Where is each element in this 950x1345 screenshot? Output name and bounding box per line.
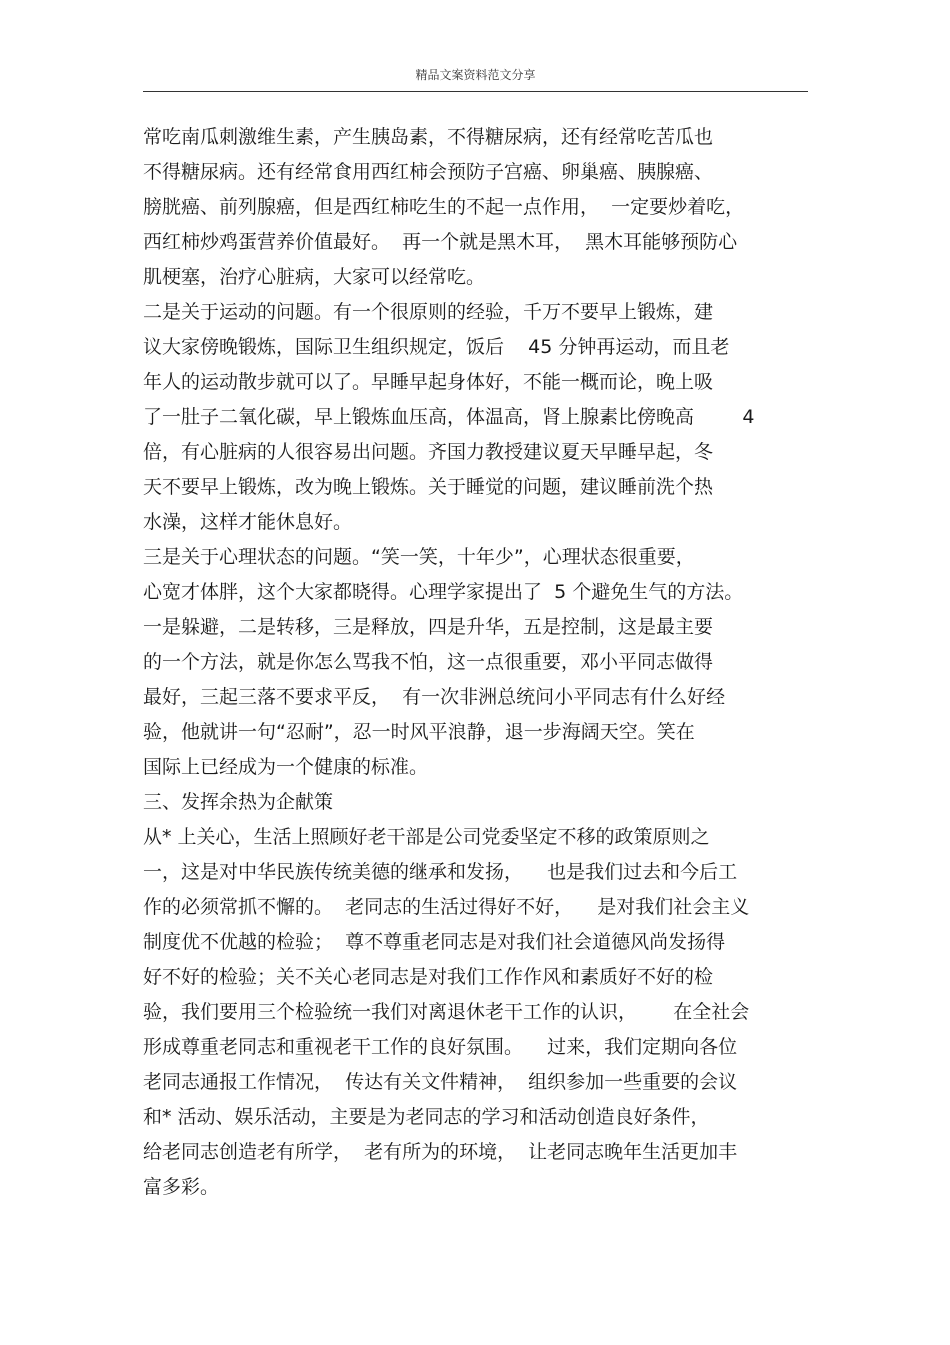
text-line: 三是关于心理状态的问题。“笑一笑，十年少”，心理状态很重要， — [143, 546, 695, 568]
page-header: 精品文案资料范文分享 — [415, 68, 536, 82]
text-line: 国际上已经成为一个健康的标准。 — [143, 756, 429, 778]
text-line: 一，这是对中华民族传统美德的继承和发扬， 也是我们过去和今后工 — [143, 861, 738, 883]
text-line: 天不要早上锻炼，改为晚上锻炼。关于睡觉的问题，建议睡前洗个热 — [143, 476, 714, 498]
text-line: 最好，三起三落不要求平反， 有一次非洲总统问小平同志有什么好经 — [143, 686, 726, 708]
text-line: 和* 活动、娱乐活动，主要是为老同志的学习和活动创造良好条件， — [143, 1106, 710, 1128]
text-line: 好不好的检验；关不关心老同志是对我们工作作风和素质好不好的检 — [143, 966, 714, 988]
text-line: 常吃南瓜刺激维生素，产生胰岛素，不得糖尿病，还有经常吃苦瓜也 — [143, 126, 714, 148]
text-line: 验，我们要用三个检验统一我们对离退休老干工作的认识， 在全社会 — [143, 1001, 750, 1023]
text-line: 老同志通报工作情况， 传达有关文件精神， 组织参加一些重要的会议 — [143, 1071, 738, 1093]
header-divider — [143, 91, 808, 92]
text-line: 西红柿炒鸡蛋营养价值最好。 再一个就是黑木耳， 黑木耳能够预防心 — [143, 231, 738, 253]
text-line: 倍，有心脏病的人很容易出问题。齐国力教授建议夏天早睡早起，冬 — [143, 441, 714, 463]
text-line: 形成尊重老同志和重视老干工作的良好氛围。 过来，我们定期向各位 — [143, 1036, 738, 1058]
text-line: 不得糖尿病。还有经常食用西红柿会预防子宫癌、卵巢癌、胰腺癌、 — [143, 161, 714, 183]
text-line: 二是关于运动的问题。有一个很原则的经验，千万不要早上锻炼，建 — [143, 301, 714, 323]
text-line: 验，他就讲一句“忍耐”，忍一时风平浪静，退一步海阔天空。笑在 — [143, 721, 695, 743]
text-line: 给老同志创造老有所学， 老有所为的环境， 让老同志晚年生活更加丰 — [143, 1141, 738, 1163]
text-line: 肌梗塞，治疗心脏病，大家可以经常吃。 — [143, 266, 486, 288]
text-line: 膀胱癌、前列腺癌，但是西红柿吃生的不起一点作用， 一定要炒着吃， — [143, 196, 745, 218]
text-line: 一是躲避，二是转移，三是释放，四是升华，五是控制，这是最主要 — [143, 616, 714, 638]
text-line: 心宽才体胖，这个大家都晓得。心理学家提出了 5 个避免生气的方法。 — [143, 581, 744, 603]
text-line: 议大家傍晚锻炼，国际卫生组织规定，饭后 45 分钟再运动，而且老 — [143, 336, 730, 358]
text-line: 制度优不优越的检验； 尊不尊重老同志是对我们社会道德风尚发扬得 — [143, 931, 726, 953]
section-heading: 三、发挥余热为企献策 — [143, 791, 334, 813]
text-line: 的一个方法，就是你怎么骂我不怕，这一点很重要，邓小平同志做得 — [143, 651, 714, 673]
text-line: 水澡，这样才能休息好。 — [143, 511, 353, 533]
text-line: 了一肚子二氧化碳，早上锻炼血压高，体温高，肾上腺素比傍晚高 4 — [143, 406, 755, 428]
text-line: 作的必须常抓不懈的。 老同志的生活过得好不好， 是对我们社会主义 — [143, 896, 750, 918]
body-text — [143, 120, 823, 1205]
text-line: 富多彩。 — [143, 1176, 220, 1198]
text-line: 年人的运动散步就可以了。早睡早起身体好，不能一概而论，晚上吸 — [143, 371, 714, 393]
text-line: 从* 上关心，生活上照顾好老干部是公司党委坚定不移的政策原则之 — [143, 826, 710, 848]
